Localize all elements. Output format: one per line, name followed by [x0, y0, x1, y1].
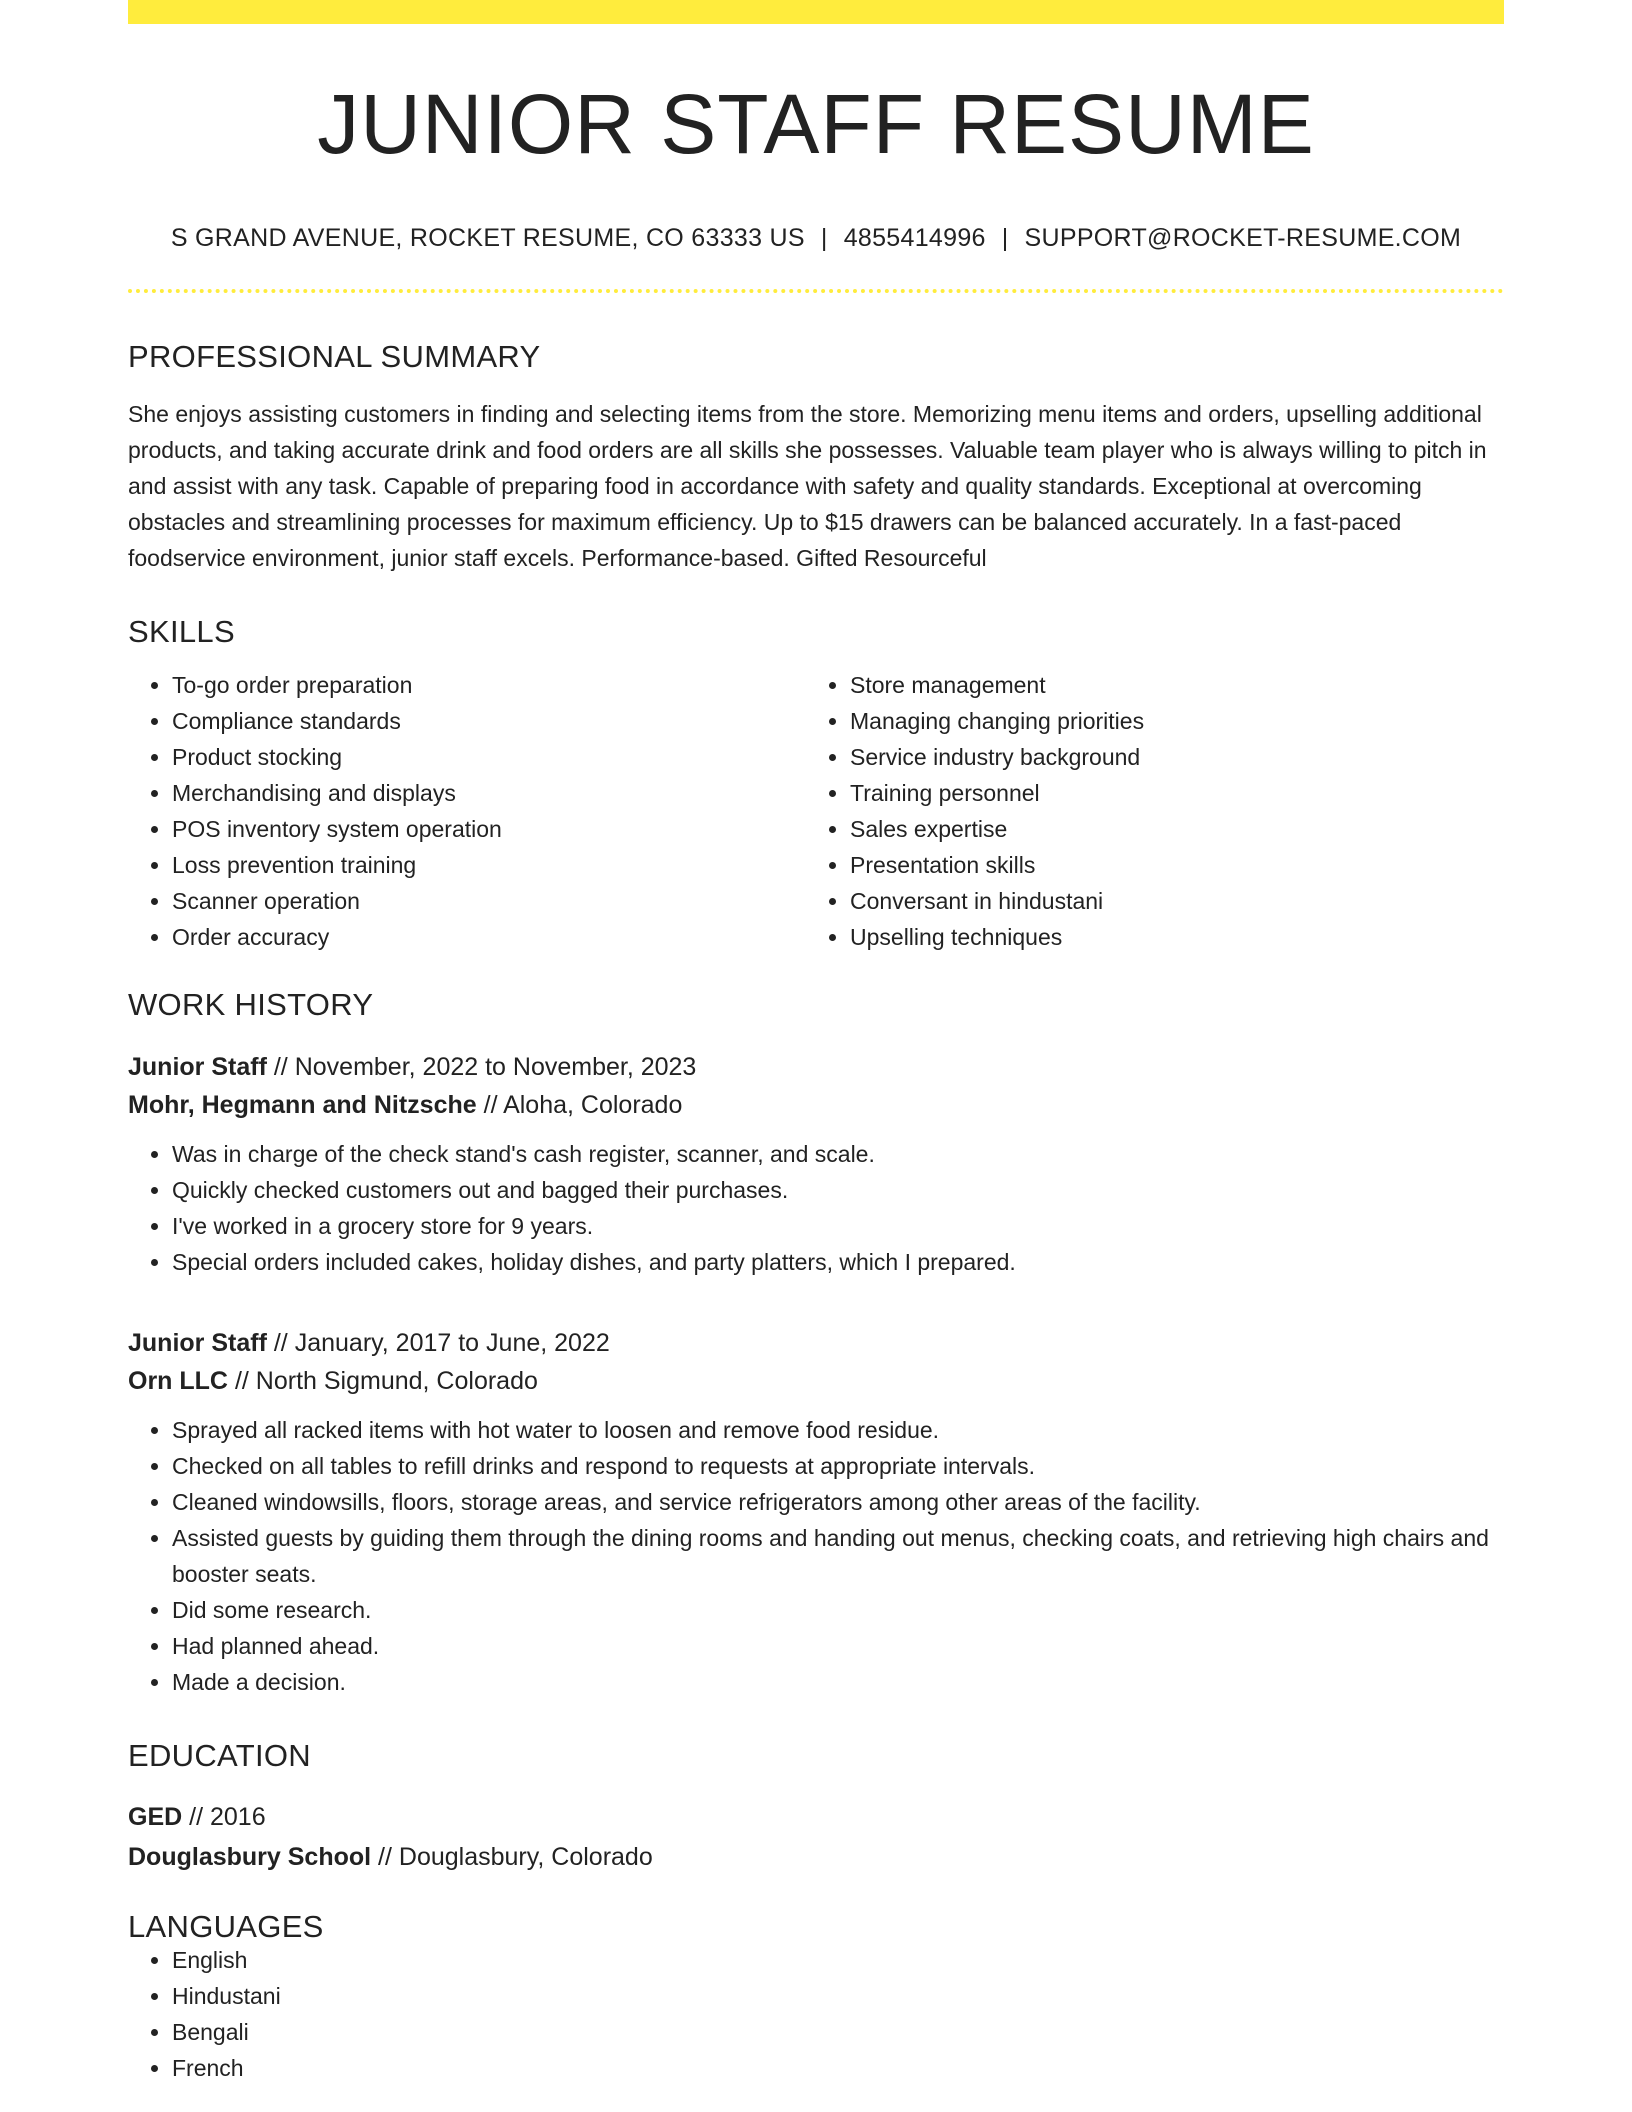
skills-list [128, 667, 1504, 955]
language-item: • Hindustani [172, 1978, 1504, 2014]
phone: 4855414996 [843, 224, 986, 252]
duty-item: • Sprayed all racked items with hot water to loosen and remove food residue. [172, 1412, 1504, 1448]
skill-item: • POS inventory system operation [172, 811, 806, 847]
contact-line [128, 226, 1504, 251]
duty-item: • Assisted guests by guiding them through the dining rooms and handing out menus, checking coats, and retrieving high chairs and booster seats. [172, 1520, 1504, 1592]
job-company-line [128, 1086, 1504, 1124]
education-entry [128, 1797, 1504, 1877]
language-item: • French [172, 2050, 1504, 2086]
job-location: North Sigmund, Colorado [255, 1367, 538, 1395]
line-separator: // [266, 1053, 295, 1081]
address: S GRAND AVENUE, ROCKET RESUME, CO 63333 US [170, 224, 805, 252]
skill-item: • Order accuracy [172, 919, 806, 955]
duty-item: • Made a decision. [172, 1664, 1504, 1700]
duty-item: • Had planned ahead. [172, 1628, 1504, 1664]
language-item: • English [172, 1942, 1504, 1978]
skills-column-left [128, 667, 806, 955]
line-separator: // [266, 1329, 295, 1357]
accent-bar [128, 0, 1504, 24]
skill-item: • Presentation skills [850, 847, 1484, 883]
job-company-line [128, 1362, 1504, 1400]
skill-item: • Merchandising and displays [172, 775, 806, 811]
skill-item: • Training personnel [850, 775, 1484, 811]
company-name: Orn LLC [128, 1367, 228, 1395]
skill-item: • Service industry background [850, 739, 1484, 775]
graduation-year: 2016 [209, 1803, 266, 1831]
skills-heading: SKILLS [128, 614, 235, 649]
job-dates: January, 2017 to June, 2022 [294, 1329, 610, 1357]
duty-item: • Special orders included cakes, holiday dishes, and party platters, which I prepared. [172, 1244, 1504, 1280]
skill-item: • Product stocking [172, 739, 806, 775]
skill-item: • Upselling techniques [850, 919, 1484, 955]
skill-item: • Scanner operation [172, 883, 806, 919]
contact-separator: | [1001, 224, 1009, 252]
degree: GED [128, 1803, 183, 1831]
job-role: Junior Staff [128, 1329, 267, 1357]
duty-item: • Cleaned windowsills, floors, storage areas, and service refrigerators among other areas of the facility. [172, 1484, 1504, 1520]
skill-item: • Sales expertise [850, 811, 1484, 847]
job-role: Junior Staff [128, 1053, 267, 1081]
duty-item: • I've worked in a grocery store for 9 years. [172, 1208, 1504, 1244]
duty-item: • Was in charge of the check stand's cash register, scanner, and scale. [172, 1136, 1504, 1172]
skill-item: • To-go order preparation [172, 667, 806, 703]
duty-item: • Checked on all tables to refill drinks and respond to requests at appropriate intervals. [172, 1448, 1504, 1484]
job-entry [128, 1324, 1504, 1700]
languages-heading: LANGUAGES [128, 1909, 324, 1944]
education-heading: EDUCATION [128, 1738, 311, 1773]
job-dates: November, 2022 to November, 2023 [294, 1053, 697, 1081]
summary-heading: PROFESSIONAL SUMMARY [128, 339, 541, 374]
job-title-line [128, 1048, 1504, 1086]
company-name: Mohr, Hegmann and Nitzsche [128, 1091, 477, 1119]
school-location: Douglasbury, Colorado [398, 1843, 653, 1871]
line-separator: // [371, 1843, 399, 1871]
skills-column-right [806, 667, 1484, 955]
skill-item: • Loss prevention training [172, 847, 806, 883]
job-location: Aloha, Colorado [503, 1091, 683, 1119]
job-entry [128, 1048, 1504, 1280]
resume-title: JUNIOR STAFF RESUME [317, 77, 1315, 171]
summary-text: She enjoys assisting customers in finding and selecting items from the store. Memorizing menu items and orders, upselling additional products, and taking accurate drink and food orders are all skills she possesses. Valuable team player who is always willing to pitch in and assist with any task. Capable of preparing food in accordance with safety and quality standards. Exceptional at overcoming obstacles and streamlining processes for maximum efficiency. Up to $15 drawers can be balanced accurately. In a fast-paced foodservice environment, junior staff excels. Performance-based. Gifted Resourceful [128, 401, 1487, 571]
contact-separator: | [820, 224, 828, 252]
work-history [128, 1048, 1504, 1700]
degree-line [128, 1797, 1504, 1837]
job-title-line [128, 1324, 1504, 1362]
skill-item: • Store management [850, 667, 1484, 703]
job-duties [128, 1136, 1504, 1280]
skill-item: • Compliance standards [172, 703, 806, 739]
languages-list [128, 1942, 1504, 2086]
duty-item: • Did some research. [172, 1592, 1504, 1628]
work-history-heading: WORK HISTORY [128, 987, 374, 1022]
dotted-divider [128, 289, 1504, 293]
skill-item: • Conversant in hindustani [850, 883, 1484, 919]
line-separator: // [182, 1803, 210, 1831]
school-line [128, 1837, 1504, 1877]
line-separator: // [228, 1367, 256, 1395]
skill-item: • Managing changing priorities [850, 703, 1484, 739]
resume-page [128, 0, 1504, 2086]
email-link[interactable]: SUPPORT@ROCKET-RESUME.COM [1024, 224, 1462, 252]
school-name: Douglasbury School [128, 1843, 372, 1871]
line-separator: // [476, 1091, 504, 1119]
job-duties [128, 1412, 1504, 1700]
language-item: • Bengali [172, 2014, 1504, 2050]
duty-item: • Quickly checked customers out and bagged their purchases. [172, 1172, 1504, 1208]
